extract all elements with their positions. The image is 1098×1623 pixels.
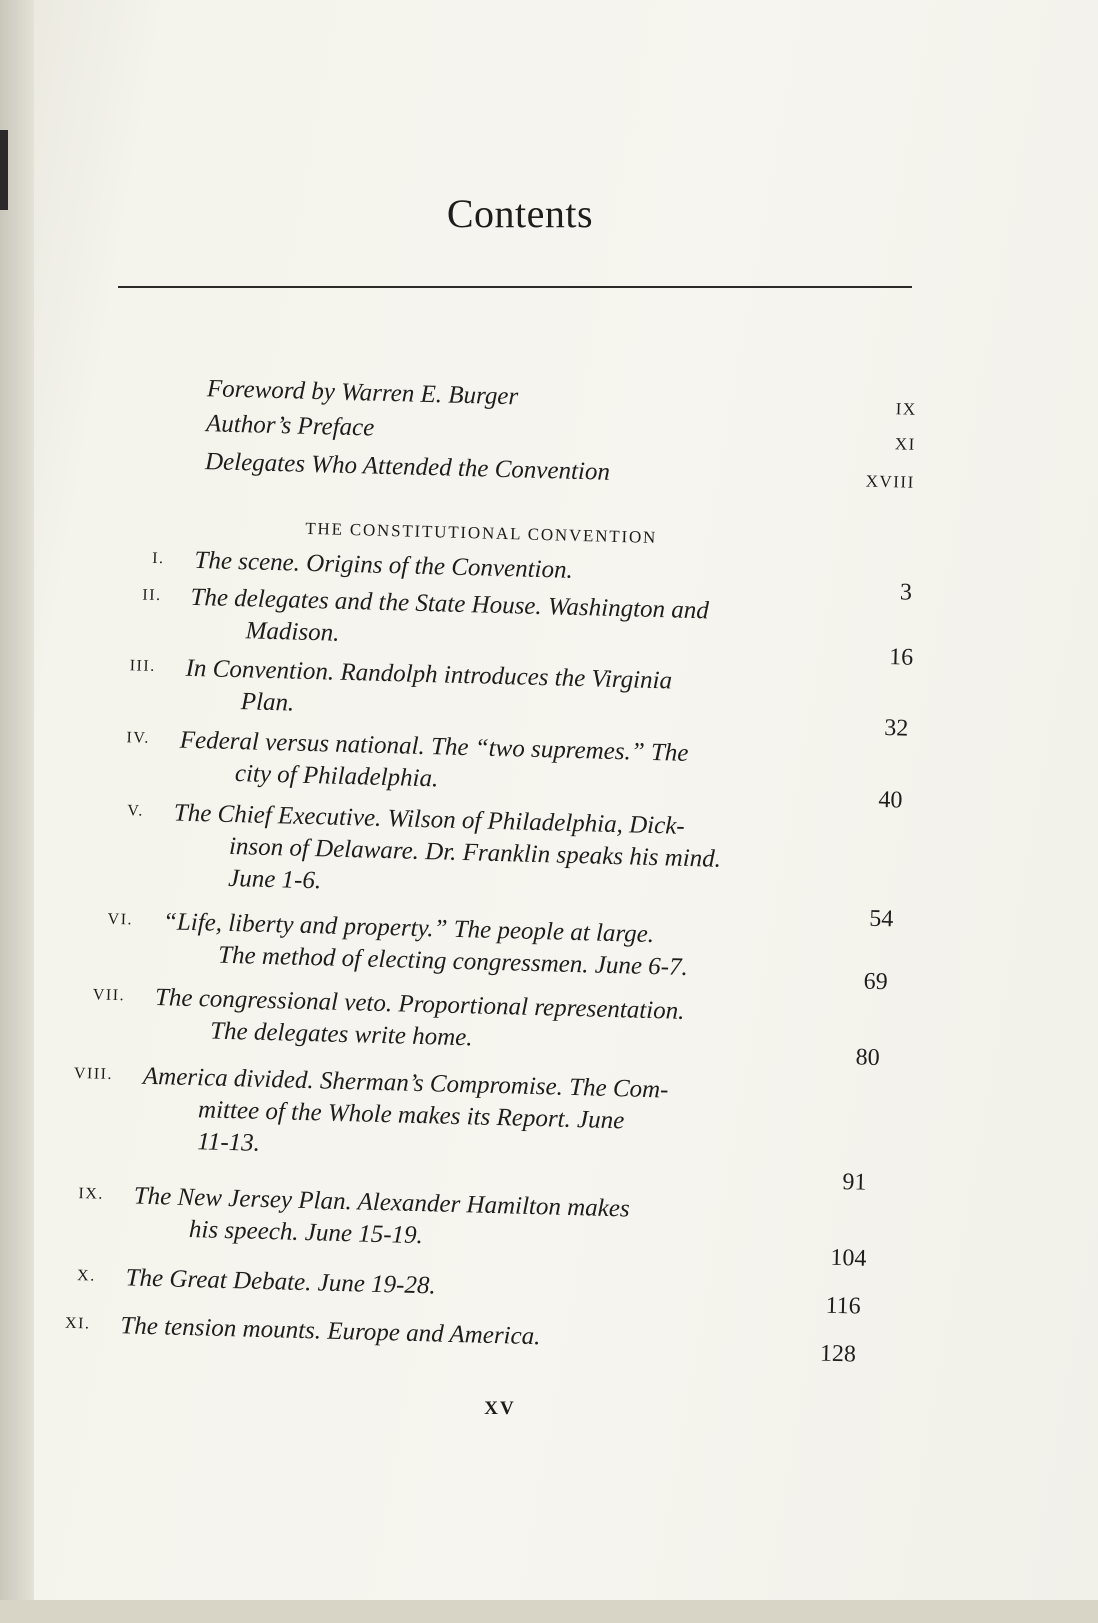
chapter-title [189, 582, 830, 663]
chapter-page: 80 [855, 1044, 881, 1072]
prelim-title: Author’s Preface [205, 410, 375, 442]
chapter-title-line: In Convention. Randolph introduces the Virginia [185, 654, 673, 695]
chapter-title-line: The scene. Origins of the Convention. [194, 546, 574, 584]
chapter-number: VIII. [73, 1064, 114, 1083]
chapter-title [141, 1061, 783, 1174]
chapter-title [154, 982, 795, 1063]
prelim-title: Delegates Who Attended the Convention [204, 448, 611, 486]
chapter-page: 91 [842, 1169, 867, 1196]
chapter-title-line: The Great Debate. June 19-28. [125, 1264, 437, 1300]
chapter-title [179, 725, 820, 806]
chapter-number: III. [129, 657, 156, 675]
chapter-page: 40 [878, 786, 903, 814]
chapter-title-line: “Life, liberty and property.” The people at large. [162, 908, 655, 949]
prelim-page: XI [894, 434, 917, 454]
chapter-number: I. [151, 549, 165, 568]
chapter-title-line: The Chief Executive. Wilson of Philadelphia, Dick- [173, 799, 686, 840]
chapter-number: VI. [107, 910, 134, 929]
prelim-title: Foreword by Warren E. Burger [206, 375, 519, 411]
chapter-title-line: The delegates write home. [209, 1017, 473, 1052]
chapter-number: V. [127, 802, 145, 820]
chapter-page: 116 [825, 1292, 862, 1320]
chapter-title-line: The method of electing congressmen. June 6-7. [217, 941, 689, 981]
chapter-title-line: Madison. [245, 617, 340, 647]
chapter-title-line: America divided. Sherman’s Compromise. The Com- [142, 1062, 669, 1104]
chapter-title-line: his speech. June 15-19. [188, 1216, 424, 1250]
page-title: Contents [446, 191, 594, 236]
chapter-page: 3 [899, 579, 913, 606]
chapter-page: 54 [869, 905, 894, 933]
chapter-entry [0, 1258, 1074, 1320]
chapter-number: IV. [126, 729, 151, 747]
chapter-title-line: The delegates and the State House. Washington and [190, 583, 710, 625]
chapter-entry [0, 1306, 1073, 1368]
chapter-number: II. [142, 586, 162, 605]
chapter-entry [0, 1176, 1076, 1272]
chapter-title-line: Federal versus national. The “two supremes.” The [179, 726, 689, 767]
chapter-page: 69 [863, 968, 889, 996]
page-folio: XV [484, 1398, 516, 1419]
prelim-entry [0, 370, 1097, 419]
chapter-title-line: mittee of the Whole makes its Report. June [197, 1096, 625, 1135]
chapter-entry [0, 978, 1081, 1072]
prelim-entry [0, 405, 1096, 454]
chapter-title-line: The tension mounts. Europe and America. [120, 1312, 541, 1351]
chapter-title-line: city of Philadelphia. [234, 760, 439, 793]
chapter-title [162, 906, 803, 987]
chapter-title [125, 1262, 766, 1311]
chapter-number: VII. [92, 986, 126, 1005]
chapter-title-line: Plan. [240, 688, 295, 717]
chapter-title-line: The New Jersey Plan. Alexander Hamilton makes [133, 1182, 630, 1223]
chapter-page: 32 [883, 715, 909, 742]
chapter-title-line: June 1-6. [227, 864, 322, 895]
chapter-title [133, 1181, 774, 1262]
prelim-entry [0, 443, 1095, 492]
chapter-title-line: 11-13. [196, 1128, 261, 1157]
chapter-number: X. [76, 1267, 96, 1285]
chapter-page: 128 [819, 1340, 857, 1368]
chapter-number: XI. [64, 1314, 91, 1333]
chapter-title-line: inson of Delaware. Dr. Franklin speaks his mind. [228, 832, 722, 873]
chapter-page: 16 [888, 644, 914, 671]
chapter-title [120, 1310, 761, 1359]
chapter-title-line: The congressional veto. Proportional representation. [154, 984, 685, 1025]
chapter-page: 104 [830, 1244, 867, 1272]
section-heading: THE CONSTITUTIONAL CONVENTION [305, 518, 658, 548]
prelim-page: IX [895, 399, 917, 419]
chapter-number: IX. [78, 1185, 105, 1203]
chapter-title [184, 653, 825, 734]
chapter-title [172, 797, 814, 910]
prelim-page: XVIII [865, 471, 916, 492]
